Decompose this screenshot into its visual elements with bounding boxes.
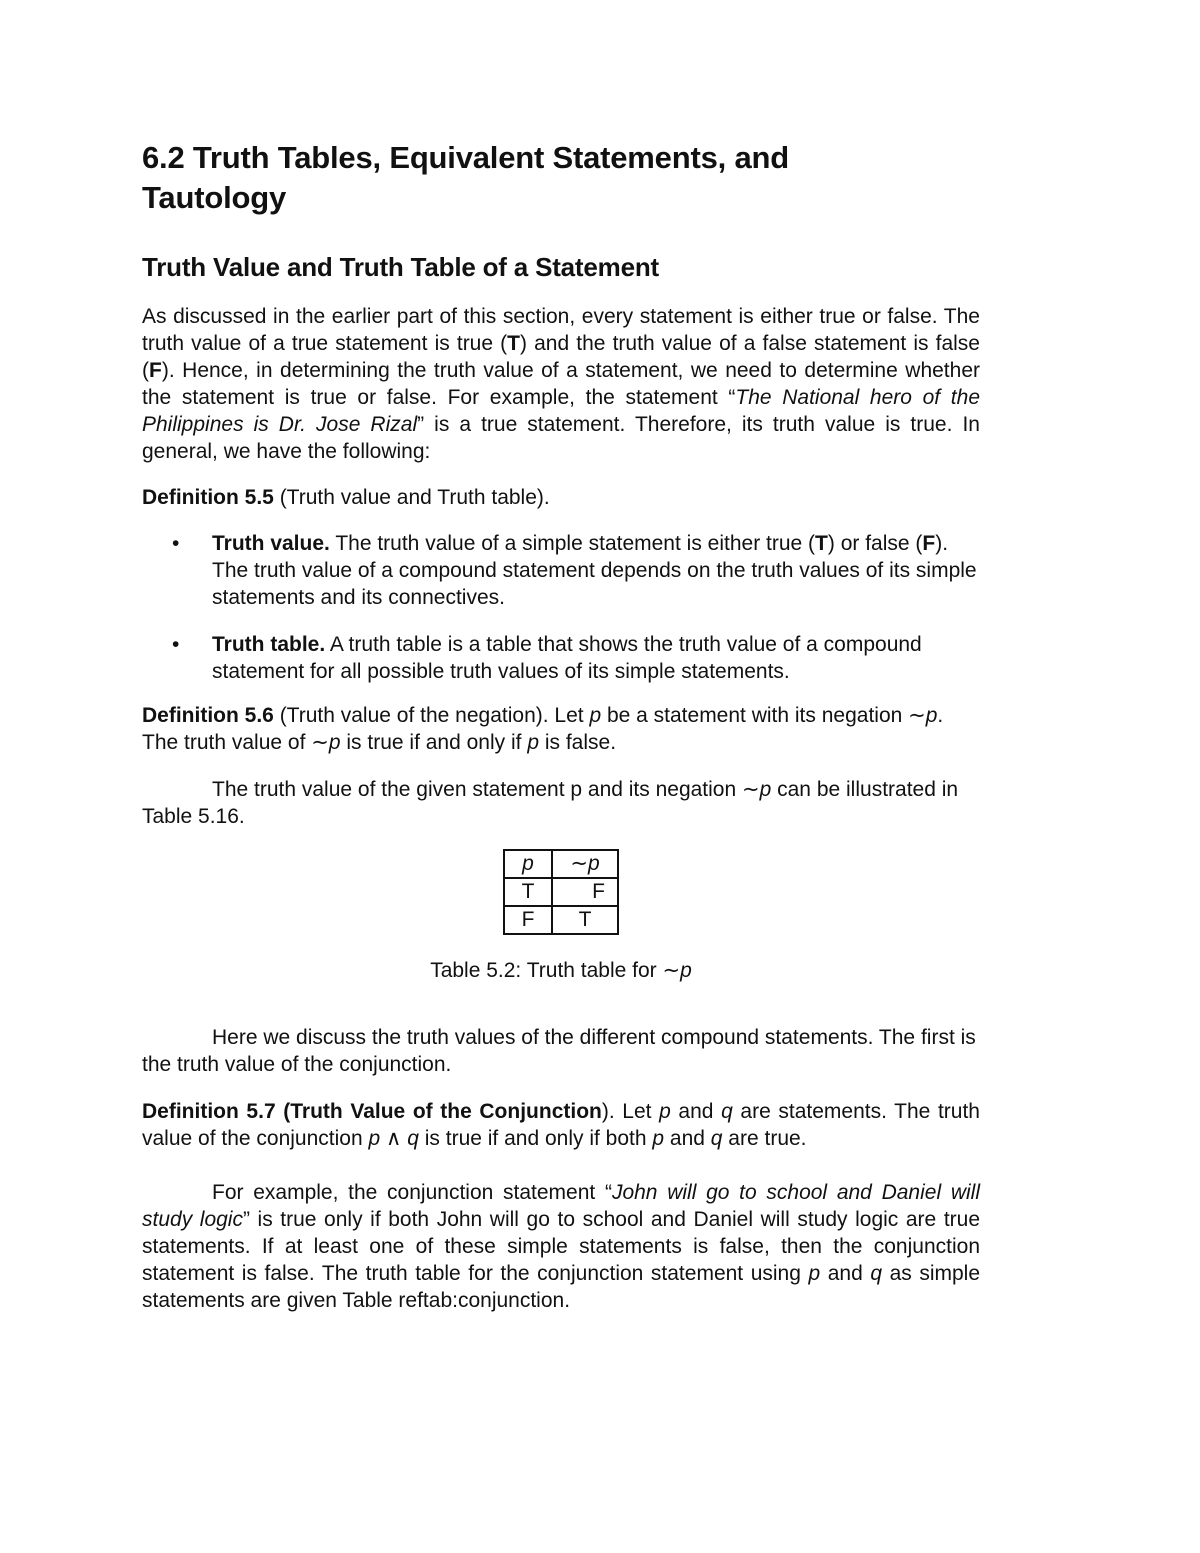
discussion-paragraph: Here we discuss the truth values of the different compound statements. The first is the truth value of the conjunction. [142, 1026, 976, 1076]
bullet-icon: • [172, 532, 180, 555]
table-cell: F [552, 878, 618, 906]
table-caption: Table 5.2: Truth table for ∼p [430, 959, 692, 982]
definition-5-7: Definition 5.7 (Truth Value of the Conjunction). Let p and q are statements. The truth value of the conjunction p ∧ q is true if and only if both p and q are true. [142, 1100, 980, 1150]
example-paragraph: For example, the conjunction statement “John will go to school and Daniel will study logic” is true only if both John will go to school and Daniel will study logic are true statements. If at least one of these simple statements is false, then the conjunction statement is false. The truth table for the conjunction statement using p and q as simple statements are given Table reftab:conjunction. [142, 1181, 981, 1312]
bullet-icon: • [172, 633, 180, 656]
table-row [504, 906, 618, 934]
definition-list [142, 530, 980, 685]
table-cell: T [504, 878, 552, 906]
illustration-paragraph: The truth value of the given statement p and its negation ∼p can be illustrated in Table 5.16. [142, 778, 959, 828]
definition-5-5: Definition 5.5 (Truth value and Truth table). [142, 486, 550, 509]
table-header-row [504, 850, 618, 878]
section-title [142, 138, 980, 218]
table-row [504, 878, 618, 906]
document-page [142, 138, 980, 1314]
definition-5-6: Definition 5.6 (Truth value of the negation). Let p be a statement with its negation ∼p. The truth value of ∼p is true if and only if p is false. [142, 704, 944, 754]
subsection-title: Truth Value and Truth Table of a Statement [142, 252, 659, 282]
truth-table-negation-wrapper [142, 849, 980, 935]
table-header-cell: ∼p [552, 850, 618, 878]
john-daniel-quote: John will go to school and Daniel will study logic [142, 1181, 980, 1231]
section-title-line2: Tautology [142, 180, 286, 215]
list-item-truth-table: • Truth table. A truth table is a table that shows the truth value of a compound statement for all possible truth values of its simple statements. [172, 633, 922, 683]
table-cell: T [552, 906, 618, 934]
table-header-cell: p [504, 850, 552, 878]
list-item-truth-value: • Truth value. The truth value of a simple statement is either true (T) or false (F). The truth value of a compound statement depends on the truth values of its simple statements and its connectives. [172, 532, 977, 609]
intro-paragraph: As discussed in the earlier part of this section, every statement is either true or false. The truth value of a true statement is true (T) and the truth value of a false statement is false (F). Hence, in determining the truth value of a statement, we need to determine whether the statement is true or false. For example, the statement “The National hero of the Philippines is Dr. Jose Rizal” is a true statement. Therefore, its truth value is true. In general, we have the following: [142, 305, 981, 463]
section-title-line1: 6.2 Truth Tables, Equivalent Statements, and [142, 140, 789, 175]
rizal-quote: The National hero of the Philippines is Dr. Jose Rizal [142, 386, 981, 436]
truth-table-negation [503, 849, 619, 935]
table-cell: F [504, 906, 552, 934]
